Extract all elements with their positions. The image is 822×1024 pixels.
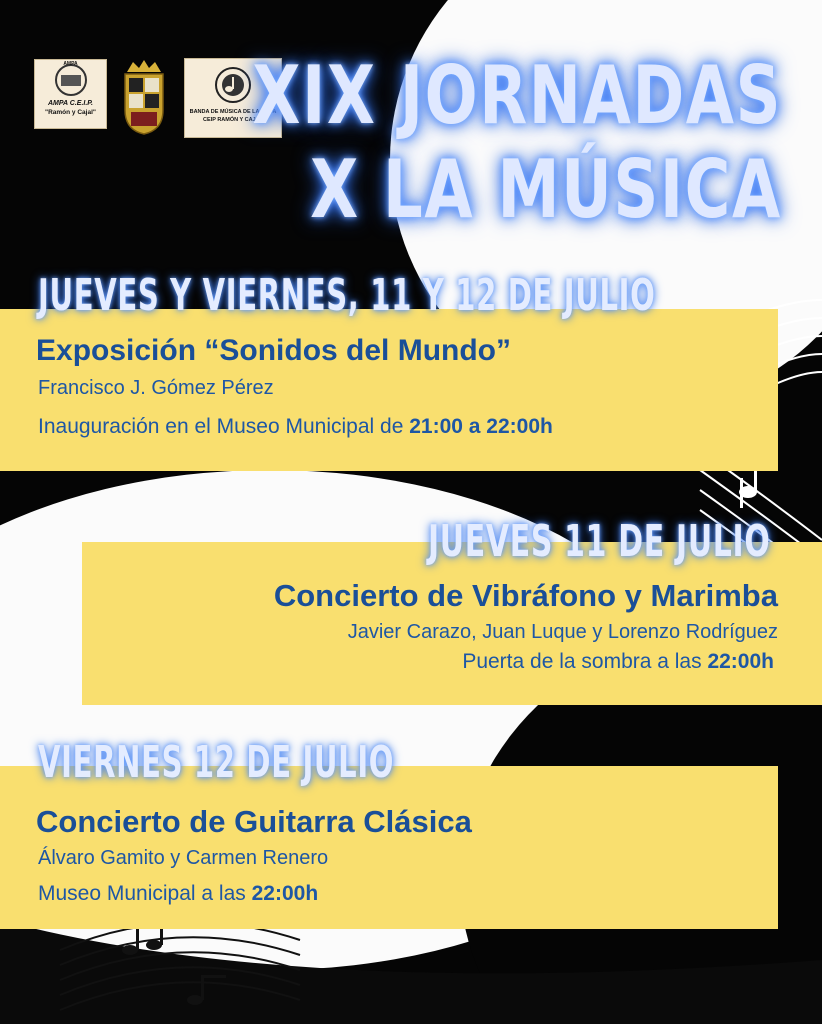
event-title-3: Concierto de Guitarra Clásica [36,804,472,839]
event-detail-2: Javier Carazo, Juan Luque y Lorenzo Rodríguez [347,621,778,643]
page-title-line1: XIX JORNADAS [252,49,782,142]
event-time-1: 21:00 a 22:00h [409,415,553,438]
event-place-text-3: Museo Municipal a las [38,882,252,905]
page-title-line2: X LA MÚSICA [310,143,782,236]
event-place-text-1: Inauguración en el Museo Municipal de [38,415,410,438]
music-note-icon [51,63,91,97]
coat-of-arms-icon [119,58,169,136]
banda-logo-line1: BANDA DE MÚSICA DE LA AMPA [189,109,277,115]
event-time-3: 22:00h [251,882,319,905]
banda-logo-line2: CEIP RAMÓN Y CAJAL [203,117,263,123]
event-place-2 [462,650,774,674]
music-note-icon [213,65,253,105]
event-title-1: Exposición “Sonidos del Mundo” [36,334,512,367]
event-heading-2: JUEVES 11 DE JULIO [428,516,771,567]
ampa-logo-small: AMPA [63,61,78,67]
event-title-2: Concierto de Vibráfono y Marimba [273,578,778,613]
ampa-logo [34,59,107,129]
event-heading-3: VIERNES 12 DE JULIO [38,737,395,788]
event-place-1 [38,415,553,439]
event-place-text-2: Puerta de la sombra a las [462,650,708,673]
ampa-logo-line1: AMPA C.E.I.P. [48,100,93,107]
event-heading-1: JUEVES Y VIERNES, 11 Y 12 DE JULIO [38,270,656,321]
event-place-3 [38,882,318,906]
ampa-logo-line2: "Ramón y Cajal" [45,109,96,116]
event-detail-1: Francisco J. Gómez Pérez [38,377,274,399]
event-time-2: 22:00h [707,650,774,673]
event-detail-3: Álvaro Gamito y Carmen Renero [38,847,329,869]
